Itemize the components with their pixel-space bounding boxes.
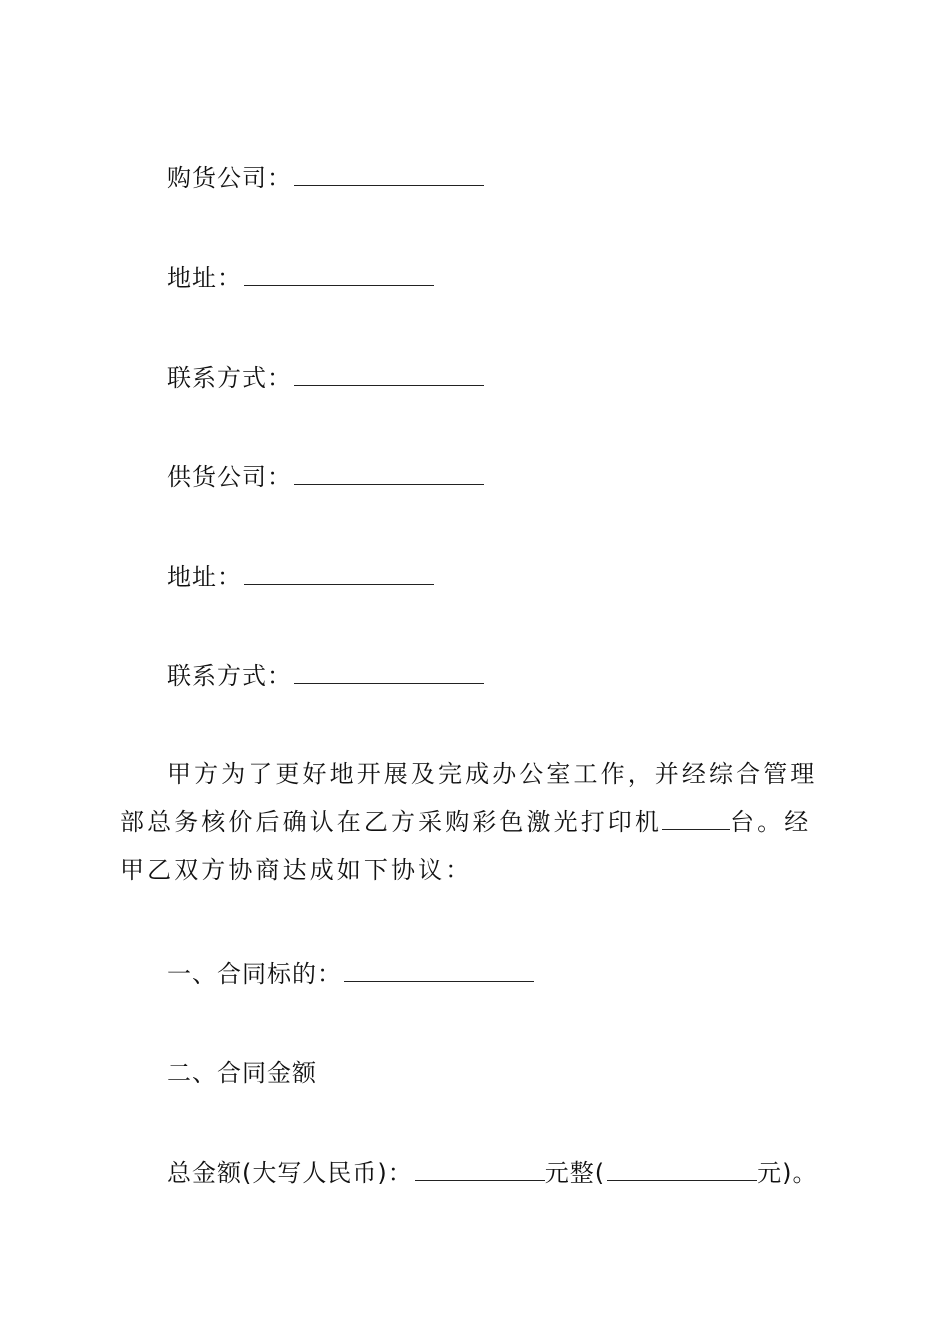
intro-paragraph — [120, 750, 832, 894]
supplier-contact-line — [167, 660, 484, 692]
supplier-address-label: 地址： — [167, 563, 242, 591]
buyer-address-blank[interactable] — [244, 263, 434, 286]
supplier-address-line — [167, 561, 434, 593]
amount-heading-line — [167, 1057, 317, 1089]
buyer-company-label: 购货公司： — [167, 164, 292, 192]
yuan-close-text: 元)。 — [757, 1159, 818, 1187]
printer-quantity-blank[interactable] — [662, 807, 730, 830]
supplier-contact-label: 联系方式： — [167, 662, 292, 690]
supplier-contact-blank[interactable] — [294, 661, 484, 684]
intro-text-part2: 台。经甲乙双方协商达成如下协议： — [120, 808, 812, 884]
buyer-contact-blank[interactable] — [294, 363, 484, 386]
buyer-company-blank[interactable] — [294, 163, 484, 186]
supplier-company-label: 供货公司： — [167, 463, 292, 491]
supplier-company-line — [167, 461, 484, 493]
total-amount-words-blank[interactable] — [415, 1158, 545, 1181]
buyer-address-line — [167, 262, 434, 294]
supplier-company-blank[interactable] — [294, 462, 484, 485]
subject-label: 一、合同标的： — [167, 960, 342, 988]
total-amount-line — [167, 1157, 817, 1189]
total-amount-figures-blank[interactable] — [607, 1158, 757, 1181]
supplier-address-blank[interactable] — [244, 562, 434, 585]
buyer-contact-label: 联系方式： — [167, 364, 292, 392]
amount-heading: 二、合同金额 — [167, 1059, 317, 1087]
total-amount-label: 总金额(大写人民币)： — [167, 1159, 413, 1187]
buyer-company-line — [167, 162, 484, 194]
buyer-address-label: 地址： — [167, 264, 242, 292]
subject-line — [167, 958, 534, 990]
intro-text-part1: 甲方为了更好地开展及完成办公室工作，并经综合管理部总务核价后确认在乙方采购彩色激光打印机 — [120, 760, 818, 836]
yuan-whole-text: 元整( — [544, 1159, 606, 1187]
buyer-contact-line — [167, 362, 484, 394]
subject-blank[interactable] — [344, 959, 534, 982]
